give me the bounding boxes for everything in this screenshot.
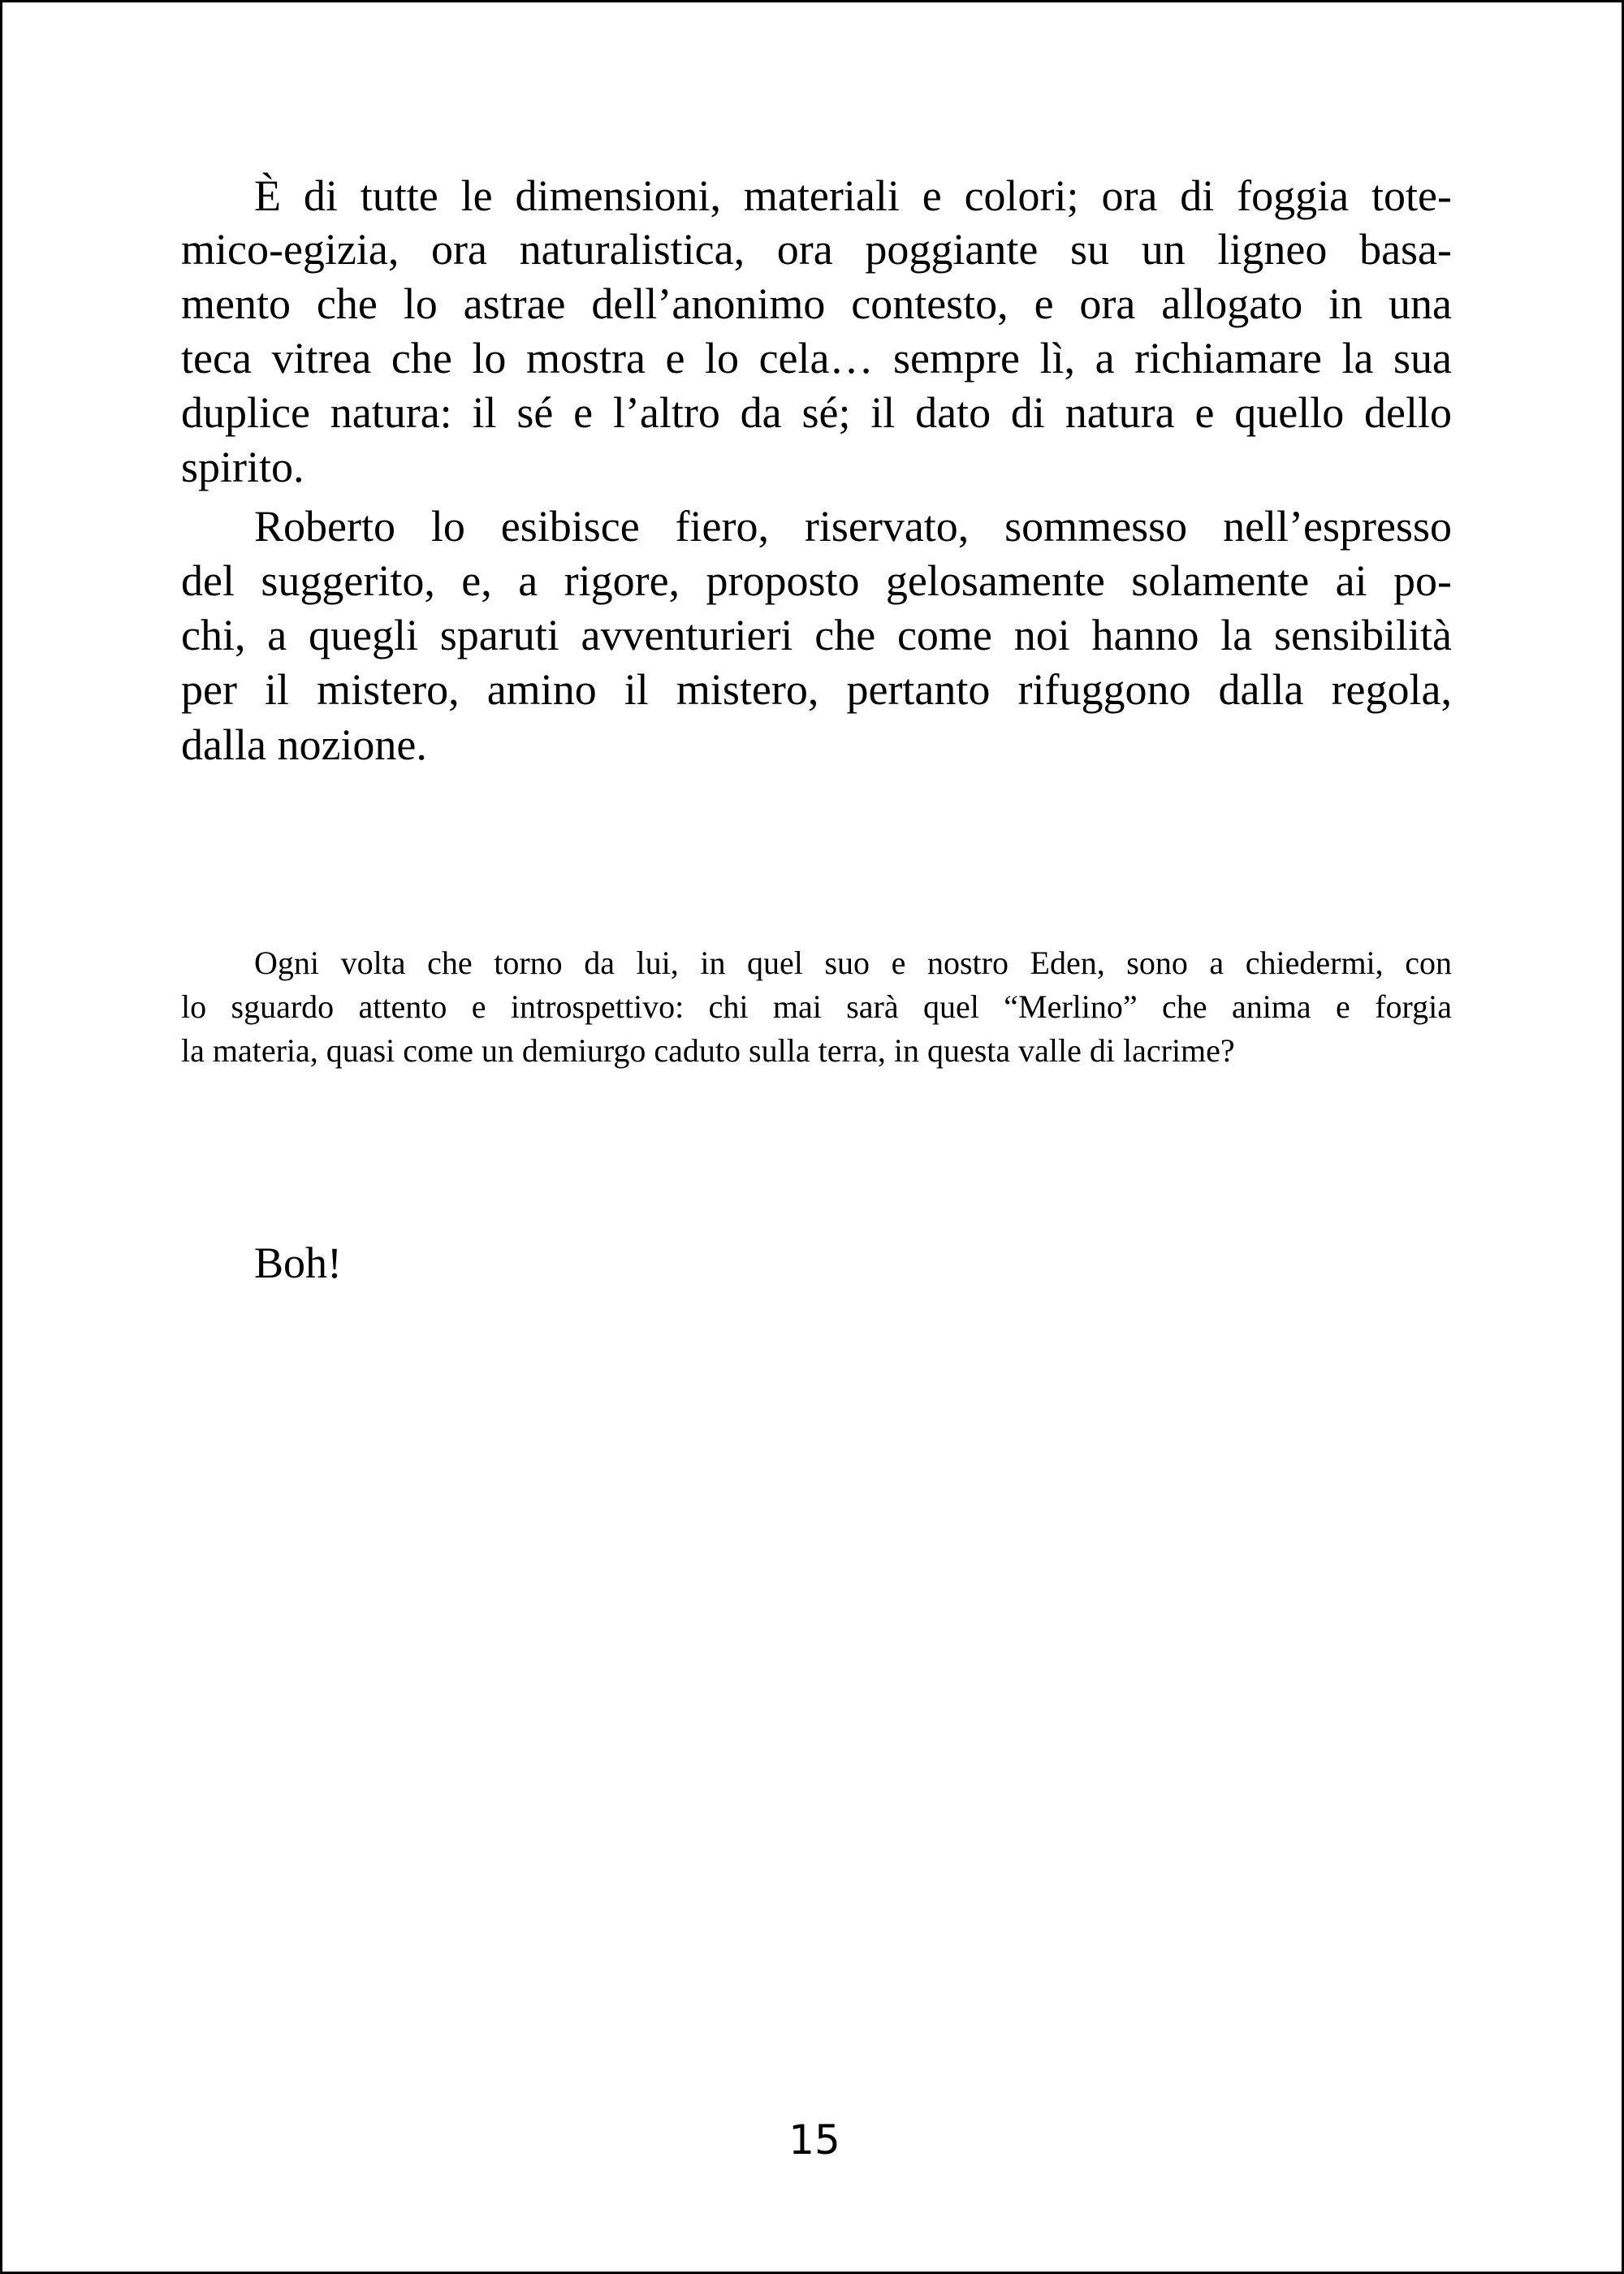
paragraph-line: Roberto lo esibisce fiero, riservato, sommesso nell’espresso (254, 502, 1452, 551)
paragraph-line: del suggerito, e, a rigore, proposto gelosamente solamente ai po- (181, 556, 1452, 605)
paragraph-line: chi, a quegli sparuti avventurieri che come noi hanno la sensibilità (181, 611, 1452, 659)
page-number: 15 (788, 2116, 840, 2164)
paragraph-line: la materia, quasi come un demiurgo caduto sulla terra, in questa valle di lacrime? (181, 1032, 1235, 1069)
paragraph-line: spirito. (181, 443, 304, 491)
paragraph-line: duplice natura: il sé e l’altro da sé; il dato di natura e quello dello (181, 388, 1452, 437)
paragraph-line: teca vitrea che lo mostra e lo cela… sempre lì, a richiamare la sua (181, 334, 1452, 383)
paragraph-line: Ogni volta che torno da lui, in quel suo e nostro Eden, sono a chiedermi, con (254, 945, 1452, 981)
paragraph-line: per il mistero, amino il mistero, pertanto rifuggono dalla regola, (181, 665, 1452, 714)
closing-remark: Boh! (254, 1239, 342, 1287)
paragraph-line: È di tutte le dimensioni, materiali e colori; ora di foggia tote- (254, 171, 1452, 220)
paragraph-line: mento che lo astrae dell’anonimo contesto, e ora allogato in una (181, 279, 1452, 328)
paragraph-line: dalla nozione. (181, 720, 427, 769)
paragraph-line: mico-egizia, ora naturalistica, ora poggiante su un ligneo basa- (181, 225, 1452, 274)
paragraph-line: lo sguardo attento e introspettivo: chi mai sarà quel “Merlino” che anima e forgia (181, 988, 1452, 1025)
